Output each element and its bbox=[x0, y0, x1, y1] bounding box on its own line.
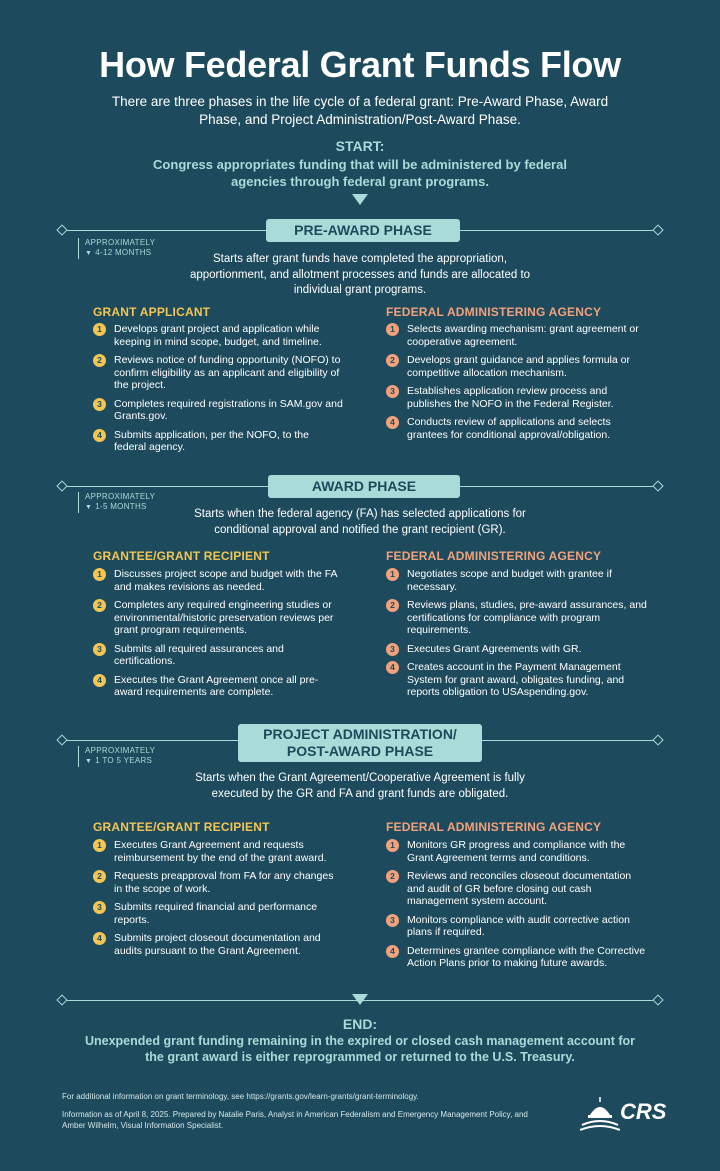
phase-title-line: PROJECT ADMINISTRATION/ bbox=[263, 726, 457, 742]
list-item bbox=[386, 385, 648, 410]
list-item bbox=[93, 354, 343, 392]
step-text: Requests preapproval from FA for any changes in the scope of work. bbox=[114, 870, 334, 895]
list-item bbox=[386, 945, 648, 970]
list-item bbox=[93, 398, 343, 423]
step-text: Discusses project scope and budget with the FA and makes revisions as needed. bbox=[114, 568, 337, 593]
step-number-1: 1 bbox=[386, 568, 399, 581]
list-item bbox=[386, 599, 648, 637]
list-item bbox=[386, 839, 648, 864]
list-item bbox=[93, 674, 345, 699]
duration-value: 1-5 MONTHS bbox=[95, 502, 147, 511]
step-text: Establishes application review process and publishes the NOFO in the Federal Register. bbox=[407, 385, 614, 410]
arrow-down-icon: ▼ bbox=[85, 758, 93, 765]
duration-value: 4-12 MONTHS bbox=[95, 248, 152, 257]
step-number-3: 3 bbox=[386, 914, 399, 927]
list-item bbox=[386, 568, 648, 593]
list-item bbox=[93, 870, 341, 895]
list-item bbox=[93, 323, 343, 348]
step-text: Reviews and reconciles closeout documentation and audit of GR before closing out cash management system account. bbox=[407, 870, 632, 907]
list-item bbox=[386, 354, 648, 379]
step-text: Selects awarding mechanism: grant agreement or cooperative agreement. bbox=[407, 323, 639, 348]
step-number-2: 2 bbox=[386, 354, 399, 367]
step-number-1: 1 bbox=[93, 323, 106, 336]
step-text: Conducts review of applications and selects grantees for conditional approval/obligation. bbox=[407, 416, 611, 441]
step-number-4: 4 bbox=[93, 932, 106, 945]
capitol-dome-icon bbox=[580, 1093, 620, 1133]
step-number-2: 2 bbox=[93, 354, 106, 367]
crs-logo bbox=[580, 1093, 680, 1133]
list-item bbox=[386, 661, 648, 699]
step-number-4: 4 bbox=[386, 945, 399, 958]
step-number-3: 3 bbox=[386, 385, 399, 398]
step-text: Reviews notice of funding opportunity (NOFO) to confirm eligibility as an applicant and eligibility of the project. bbox=[114, 354, 341, 391]
list-item bbox=[386, 416, 648, 441]
step-text: Creates account in the Payment Management System for grant award, obligates funding, and reports obligation to USAspending.gov. bbox=[407, 661, 625, 698]
duration-label bbox=[78, 746, 155, 767]
list-item bbox=[93, 932, 341, 957]
step-list bbox=[93, 839, 341, 957]
subtitle: There are three phases in the life cycle of a federal grant: Pre-Award Phase, Award Phase, and Project Administration/Post-Award Phase. bbox=[111, 94, 609, 127]
list-item bbox=[386, 914, 648, 939]
step-number-1: 1 bbox=[386, 839, 399, 852]
step-number-3: 3 bbox=[93, 398, 106, 411]
start-label: START: bbox=[335, 138, 385, 154]
step-number-2: 2 bbox=[93, 870, 106, 883]
crs-logo-text: CRS bbox=[620, 1099, 667, 1124]
step-text: Completes any required engineering studies or environmental/historic preservation reviews per grant program requirements. bbox=[114, 599, 334, 636]
step-text: Submits all required assurances and certifications. bbox=[114, 642, 284, 667]
phase-description: Starts when the federal agency (FA) has selected applications for conditional approval and notified the grant recipient (GR). bbox=[194, 508, 526, 536]
step-text: Reviews plans, studies, pre-award assurances, and certifications for compliance with program requirements. bbox=[407, 599, 647, 636]
step-number-2: 2 bbox=[386, 599, 399, 612]
phase-description: Starts after grant funds have completed the appropriation, apportionment, and allotment processes and funds are allocated to individual grant programs. bbox=[189, 253, 531, 296]
step-list bbox=[386, 839, 648, 970]
step-text: Submits application, per the NOFO, to the federal agency. bbox=[114, 428, 309, 453]
column-heading: GRANTEE/GRANT RECIPIENT bbox=[93, 820, 270, 834]
duration-value: 1 TO 5 YEARS bbox=[95, 756, 153, 765]
footnote-terminology: For additional information on grant terminology, see https://grants.gov/learn-grants/grant-terminology. bbox=[62, 1092, 419, 1101]
end-text: Unexpended grant funding remaining in the expired or closed cash management account for the grant award is either reprogrammed or returned to the U.S. Treasury. bbox=[84, 1034, 636, 1064]
arrow-down-icon bbox=[352, 194, 368, 205]
step-list bbox=[93, 323, 343, 454]
step-text: Negotiates scope and budget with grantee if necessary. bbox=[407, 568, 612, 593]
footnote-credits: Information as of April 8, 2025. Prepared by Natalie Paris, Analyst in American Federalism and Emergency Management Policy, and Amber Wilhelm, Visual Information Specialist. bbox=[62, 1110, 528, 1130]
list-item bbox=[93, 429, 343, 454]
step-text: Executes Grant Agreements with GR. bbox=[407, 642, 582, 655]
duration-label bbox=[78, 238, 155, 259]
step-number-3: 3 bbox=[93, 901, 106, 914]
phase-title-pre-award: PRE-AWARD PHASE bbox=[266, 219, 460, 242]
list-item bbox=[93, 839, 341, 864]
phase-title-award: AWARD PHASE bbox=[268, 475, 460, 498]
step-text: Monitors compliance with audit corrective action plans if required. bbox=[407, 913, 630, 938]
approx-label: APPROXIMATELY bbox=[85, 238, 156, 247]
step-number-4: 4 bbox=[386, 416, 399, 429]
page-title: How Federal Grant Funds Flow bbox=[99, 44, 621, 85]
list-item bbox=[93, 643, 345, 668]
step-number-1: 1 bbox=[93, 568, 106, 581]
step-text: Completes required registrations in SAM.gov and Grants.gov. bbox=[114, 397, 343, 422]
list-item bbox=[386, 323, 648, 348]
column-heading: GRANT APPLICANT bbox=[93, 305, 211, 319]
arrow-down-icon: ▼ bbox=[85, 250, 93, 257]
arrow-down-icon bbox=[352, 994, 368, 1005]
column-heading: FEDERAL ADMINISTERING AGENCY bbox=[386, 549, 602, 563]
step-text: Executes the Grant Agreement once all pre-award requirements are complete. bbox=[114, 673, 319, 698]
step-number-4: 4 bbox=[386, 661, 399, 674]
step-number-4: 4 bbox=[93, 429, 106, 442]
end-label: END: bbox=[342, 1016, 378, 1032]
step-text: Develops grant guidance and applies formula or competitive allocation mechanism. bbox=[407, 354, 630, 379]
arrow-down-icon: ▼ bbox=[85, 504, 93, 511]
step-number-1: 1 bbox=[93, 839, 106, 852]
step-number-3: 3 bbox=[93, 643, 106, 656]
approx-label: APPROXIMATELY bbox=[85, 492, 156, 501]
phase-description: Starts when the Grant Agreement/Cooperative Agreement is fully executed by the GR and FA and grant funds are obligated. bbox=[195, 772, 525, 800]
step-text: Develops grant project and application while keeping in mind scope, budget, and timeline. bbox=[114, 323, 322, 348]
column-heading: FEDERAL ADMINISTERING AGENCY bbox=[386, 305, 602, 319]
duration-label bbox=[78, 492, 155, 513]
step-list bbox=[93, 568, 345, 699]
column-heading: GRANTEE/GRANT RECIPIENT bbox=[93, 549, 270, 563]
list-item bbox=[93, 901, 341, 926]
step-number-2: 2 bbox=[93, 599, 106, 612]
list-item bbox=[93, 599, 345, 637]
step-number-1: 1 bbox=[386, 323, 399, 336]
step-text: Determines grantee compliance with the Corrective Action Plans prior to making future awards. bbox=[407, 944, 646, 969]
list-item bbox=[93, 568, 345, 593]
step-text: Submits required financial and performance reports. bbox=[114, 901, 318, 926]
column-heading: FEDERAL ADMINISTERING AGENCY bbox=[386, 820, 602, 834]
step-number-3: 3 bbox=[386, 643, 399, 656]
step-list bbox=[386, 568, 648, 699]
step-text: Monitors GR progress and compliance with the Grant Agreement terms and conditions. bbox=[407, 839, 626, 864]
list-item bbox=[386, 870, 648, 908]
phase-title-post-award bbox=[238, 724, 482, 762]
step-list bbox=[386, 323, 648, 441]
step-number-2: 2 bbox=[386, 870, 399, 883]
start-text: Congress appropriates funding that will be administered by federal agencies through federal grant programs. bbox=[153, 157, 567, 189]
step-text: Submits project closeout documentation and audits pursuant to the Grant Agreement. bbox=[114, 932, 321, 957]
phase-title-line: POST-AWARD PHASE bbox=[286, 743, 434, 759]
list-item bbox=[386, 643, 648, 656]
approx-label: APPROXIMATELY bbox=[85, 746, 156, 755]
step-text: Executes Grant Agreement and requests reimbursement by the end of the grant award. bbox=[114, 839, 327, 864]
step-number-4: 4 bbox=[93, 674, 106, 687]
